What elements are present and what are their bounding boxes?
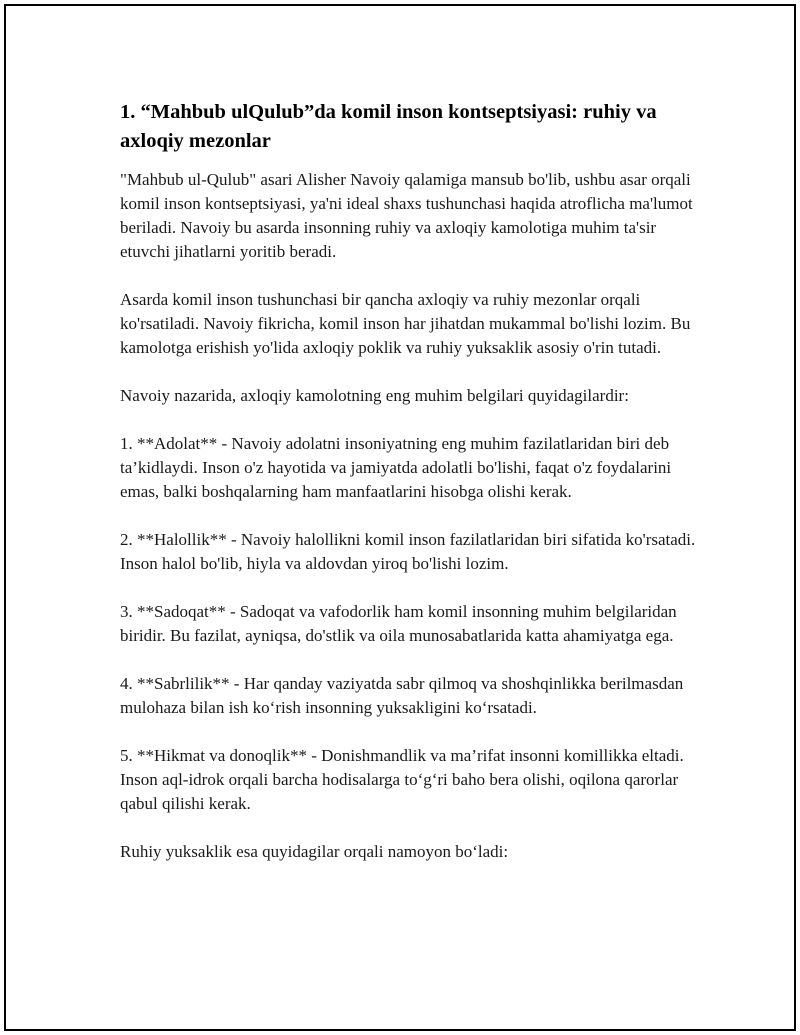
list-item-hikmat: 5. **Hikmat va donoqlik** - Donishmandlik va ma’rifat insonni komillikka eltadi. Inson aql-idrok orqali barcha hodisalarga to‘g‘ri baho bera olishi, oqilona qarorlar qabul qilishi kerak. <box>120 746 684 813</box>
list-item-adolat: 1. **Adolat** - Navoiy adolatni insoniyatning eng muhim fazilatlaridan biri deb ta’kidlaydi. Inson o'z hayotida va jamiyatda adolatli bo'lishi, faqat o'z foydalarini emas, balki boshqalarning ham manfaatlarini hisobga olishi kerak. <box>120 434 672 501</box>
paragraph-concept: Asarda komil inson tushunchasi bir qancha axloqiy va ruhiy mezonlar orqali ko'rsatiladi. Navoiy fikricha, komil inson har jihatdan mukammal bo'lishi lozim. Bu kamolotga erishish yo'lida axloqiy poklik va ruhiy yuksaklik asosiy o'rin tutadi. <box>120 290 691 357</box>
list-item-sabrlilik: 4. **Sabrlilik** - Har qanday vaziyatda sabr qilmoq va shoshqinlikka berilmasdan mulohaza bilan ish ko‘rish insonning yuksakligini ko‘rsatadi. <box>120 674 684 717</box>
paragraph-intro: "Mahbub ul-Qulub" asari Alisher Navoiy qalamiga mansub bo'lib, ushbu asar orqali komil inson kontseptsiyasi, ya'ni ideal shaxs tushunchasi haqida atroflicha ma'lumot beriladi. Navoiy bu asarda insonning ruhiy va axloqiy kamolotiga muhim ta'sir etuvchi jihatlarni yoritib beradi. <box>120 170 693 261</box>
list-item-sadoqat: 3. **Sadoqat** - Sadoqat va vafodorlik ham komil insonning muhim belgilaridan biridir. Bu fazilat, ayniqsa, do'stlik va oila munosabatlarida katta ahamiyatga ega. <box>120 602 677 645</box>
document-body <box>120 98 700 888</box>
paragraph-spiritual-intro: Ruhiy yuksaklik esa quyidagilar orqali namoyon bo‘ladi: <box>120 842 509 861</box>
paragraph-list-intro: Navoiy nazarida, axloqiy kamolotning eng muhim belgilari quyidagilardir: <box>120 386 629 405</box>
list-item-halollik: 2. **Halollik** - Navoiy halollikni komil inson fazilatlaridan biri sifatida ko'rsatadi. Inson halol bo'lib, hiyla va aldovdan yiroq bo'lishi lozim. <box>120 530 696 573</box>
document-page <box>4 4 796 1031</box>
section-title: 1. “Mahbub ulQulub”da komil inson kontseptsiyasi: ruhiy va axloqiy mezonlar <box>120 101 657 152</box>
